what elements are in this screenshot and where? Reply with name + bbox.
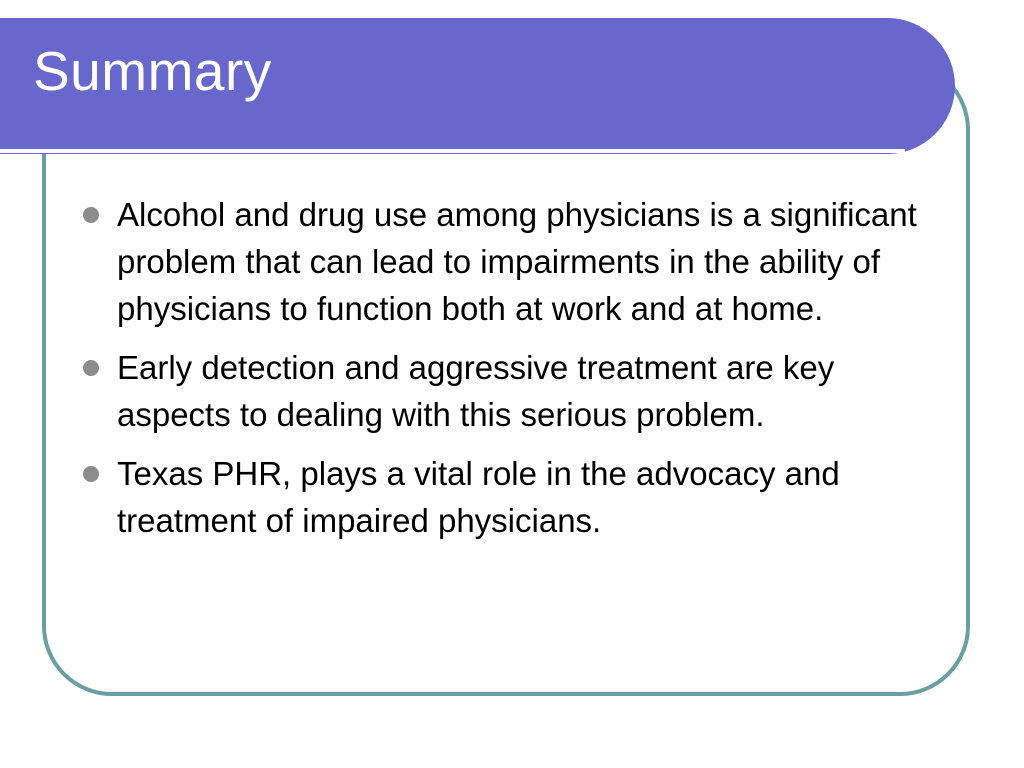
title-underline bbox=[0, 149, 905, 153]
slide-title: Summary bbox=[33, 40, 272, 102]
bullet-list bbox=[80, 191, 930, 556]
bullet-dot-icon bbox=[83, 360, 99, 376]
bullet-dot-icon bbox=[83, 466, 99, 482]
bullet-item bbox=[80, 344, 930, 438]
bullet-text: Texas PHR, plays a vital role in the advocacy and treatment of impaired physicians. bbox=[117, 455, 840, 539]
bullet-item bbox=[80, 450, 930, 544]
bullet-dot-icon bbox=[83, 207, 99, 223]
bullet-item bbox=[80, 191, 930, 332]
bullet-text: Alcohol and drug use among physicians is a significant problem that can lead to impairments in the ability of physicians to function both at work and at home. bbox=[117, 196, 917, 327]
bullet-text: Early detection and aggressive treatment are key aspects to dealing with this serious problem. bbox=[117, 349, 835, 433]
